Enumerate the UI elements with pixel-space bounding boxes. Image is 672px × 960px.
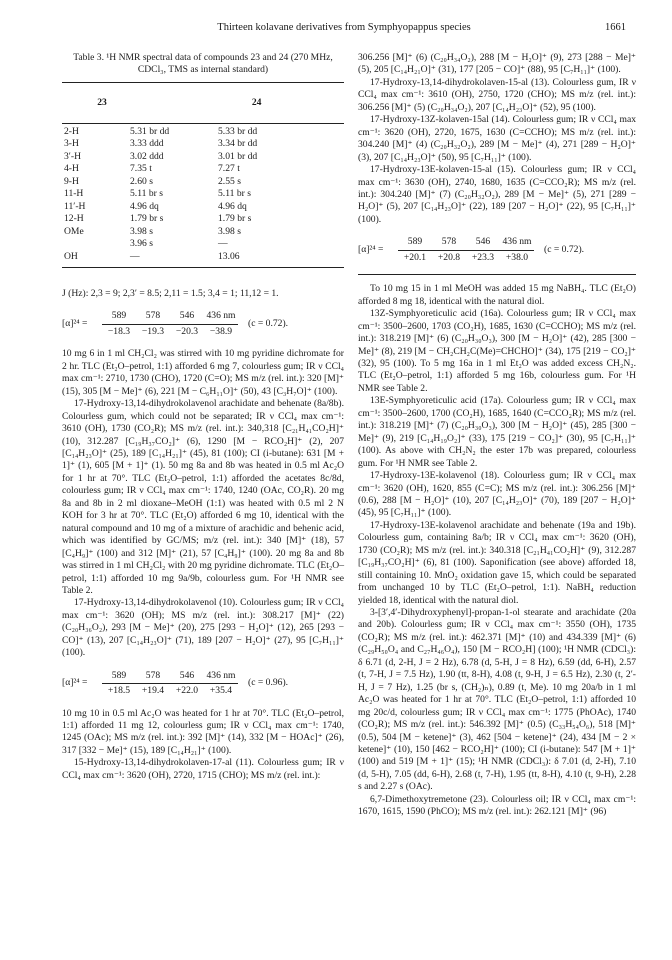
cell-23: 3.33 ddd xyxy=(130,138,164,150)
wavelength: 546 xyxy=(170,670,204,684)
wavelength: 578 xyxy=(136,310,170,324)
nmr-table-body xyxy=(62,126,344,263)
rotation-value: +35.4 xyxy=(209,685,233,697)
paragraph: 3-[3′,4′-Dihydroxyphenyl]-propan-1-ol stearate and arachidate (20a and 20b). Colourless gum; IR ν CCl₄ max cm⁻¹: 3550 (OH), 1735 (CO₂R); MS m/z (rel. int.): 462.371 [M]⁺ (10) and 434.339 [M]⁺ (6) (C₂₉H₅₀O₄ and C₂₇H₄₆O₄), 150 [M − RCO₂H] (100); ¹H NMR (CDCl₃): δ 6.71 (d, 2-H, J = 2 Hz), 6.78 (d, 5-H, J = 8 Hz), 6.59 (dd, 6-H), 2.57 (t, 7-H, J = 7.5 Hz), 1.90 (tt, 8-H), 4.08 (t, 9-H, J = 6.5 Hz), 2.30 (t, 2′-H, J = 7 Hz), 1.25 (br s, (CH₂)ₙ), 0.89 (t, Me). 10 mg 20a/b in 1 ml Ac₂O was heated for 1 hr at 70°. TLC (Et₂O–petrol, 1:1) afforded 10 mg 20c/d, colourless gum; IR ν CCl₄ max cm⁻¹: 1775 (PhOAc), 1740 (CO₂R); MS m/z (rel. int.): 546.392 [M]⁺ (0.5) (C₃₃H₅₄O₆), 518 [M]⁺ (0.5), 504 [M − ketene]⁺ (3), 462 [504 − ketene]⁺ (24), 434 [M − 2 × ketene]⁺ (10), 150 [462 − RCO₂H]⁺ (100); CI (i-butane): 547 [M + 1]⁺ (100) and 519 [M + 1]⁺ (15); ¹H NMR (CDCl₃): δ 7.01 (d, 2-H), 7.10 (d, 5-H), 7.05 (dd, 6-H), 2.68 (t, 7-H), 1.95 (tt, 8-H), 4.10 (t, 9-H), 2.28 s and 2.27 s (OAc). xyxy=(358,607,636,793)
paragraph: 306.256 [M]⁺ (6) (C₂₀H₃₄O₂), 288 [M − H₂O]⁺ (9), 273 [288 − Me]⁺ (5), 205 [C₁₄H₂₁O]⁺ (31), 177 [205 − CO]⁺ (88), 95 [C₇H₁₁]⁺ (100). xyxy=(358,52,636,76)
table-row xyxy=(62,138,344,150)
paragraph: 17-Hydroxy-13Z-kolaven-15al (14). Colourless gum; IR ν CCl₄ max cm⁻¹: 3620 (OH), 2720, 1675, 1630 (C=CCHO); MS m/z (rel. int.): 304.240 [M]⁺ (4) (C₂₀H₃₂O₂), 289 [M − Me]⁺ (4), 271 [289 − H₂O]⁺ (3), 207 [C₁₄H₂₃O]⁺ (50), 95 [C₇H₁₁]⁺ (100). xyxy=(358,114,636,163)
table-header-23: 23 xyxy=(97,96,107,108)
paragraph: 6,7-Dimethoxytremetone (23). Colourless oil; IR ν CCl₄ max cm⁻¹: 1670, 1615, 1590 (PhCO); MS m/z (rel. int.): 262.121 [M]⁺ (96) xyxy=(358,793,636,818)
cell-24: 5.11 br s xyxy=(218,188,251,200)
rotation-condition: (c = 0.72). xyxy=(544,244,585,256)
table-row xyxy=(62,151,344,163)
running-header xyxy=(62,22,626,40)
paragraph: 13E-Symphyoreticulic acid (17a). Colourless gum; IR ν CCl₄ max cm⁻¹: 3500–2600, 1700 (CO₂H), 1685, 1640 (C=CCO₂R); MS m/z (rel. int.): 318.219 [M]⁺ (7) (C₂₀H₃₀O₃), 300 [M − H₂O]⁺ (45), 285 [300 − Me]⁺ (9), 219 [C₁₄H₁₉O₂]⁺ (33), 175 [219 − CO₂]⁺ (30), 95 [C₇H₁₁]⁺ (100). As above with CH₂N₂ the ester 17b was prepared, colourless gum. For ¹H NMR see Table 2. xyxy=(358,395,636,469)
cell-24: 4.96 dq xyxy=(218,200,247,212)
rotation-lhs: [α]²⁴ = xyxy=(62,318,88,330)
table-bottom-rule xyxy=(62,267,344,268)
page-number: 1661 xyxy=(605,22,626,33)
rotation-lhs: [α]²⁴ = xyxy=(358,244,384,256)
table-row xyxy=(62,213,344,225)
table-header-rule xyxy=(62,123,344,124)
wavelength: 578 xyxy=(432,236,466,250)
rotation-condition: (c = 0.96). xyxy=(248,677,289,689)
cell-23: 4.96 dq xyxy=(130,200,159,212)
paragraph: 10 mg 10 in 0.5 ml Ac₂O was heated for 1 hr at 70°. TLC (Et₂O–petrol, 1:1) afforded 11 mg 12, colourless gum; IR ν CCl₄ max cm⁻¹: 1740, 1245 (OAc); MS m/z (rel. int.): 392 [M]⁺ (14), 332 [M − HOAc]⁺ (26), 317 [332 − Me]⁺ (15), 189 [C₁₄H₂₁]⁺ (100). xyxy=(62,707,344,756)
cell-24: 13.06 xyxy=(218,250,240,262)
row-label xyxy=(62,238,122,250)
table-row xyxy=(62,163,344,175)
rotation-block-3 xyxy=(358,236,636,264)
cell-24: 3.98 s xyxy=(218,225,241,237)
cell-23: 1.79 br s xyxy=(130,213,164,225)
table-row xyxy=(62,201,344,213)
rotation-value: +19.4 xyxy=(141,685,165,697)
paragraph: 17-Hydroxy-13,14-dihydrokolaven-15-al (13). Colourless gum, IR ν CCl₄ max cm⁻¹: 3610 (OH), 2750, 1720 (CHO); MS m/z (rel. int.): 306.256 [M]⁺ (5) (C₂₀H₃₄O₂), 207 [C₁₄H₂₃O]⁺ (52), 95 (100). xyxy=(358,76,636,113)
cell-24: 1.79 br s xyxy=(218,213,252,225)
table-row xyxy=(62,126,344,138)
paragraph: 17-Hydroxy-13E-kolavenol arachidate and behenate (19a and 19b). Colourless gum, containing 8a/b; IR ν CCl₄ max cm⁻¹: 3620 (OH), 1730 (CO₂R); MS m/z (rel. int.): 340.318 [C₂₁H₄₁CO₂H]⁺ (9), 312.287 [C₁₉H₃₇CO₂H]⁺ (6), 81 (100). Saponification (see above) afforded 18, still containing 10. MnO₂ oxidation gave 15, which could be separated from unchanged 10 by TLC (Et₂O–petrol, 1:1). NaBH₄ reduction yielded 18, identical with the natural diol. xyxy=(358,519,636,606)
table-caption: Table 3. ¹H NMR spectral data of compounds 23 and 24 (270 MHz, CDCl₃, TMS as internal standard) xyxy=(73,52,333,75)
rotation-condition: (c = 0.72). xyxy=(248,318,289,330)
rotation-lhs: [α]²⁴ = xyxy=(62,677,88,689)
rotation-grid xyxy=(398,236,534,264)
cell-24: 7.27 t xyxy=(218,163,240,175)
wavelength: 436 nm xyxy=(500,236,534,250)
cell-23: 3.02 ddd xyxy=(130,150,164,162)
rotation-value: +20.1 xyxy=(403,251,427,263)
cell-24: 3.34 br dd xyxy=(218,138,258,150)
rotation-value: +22.0 xyxy=(175,685,199,697)
cell-23: — xyxy=(130,250,140,262)
row-label: 4-H xyxy=(64,163,79,175)
rotation-value: +20.8 xyxy=(437,251,461,263)
row-label: 3-H xyxy=(64,138,79,150)
cell-23: 7.35 t xyxy=(130,163,152,175)
coupling-note: J (Hz): 2,3 = 9; 2,3′ = 8.5; 2,11 = 1.5; 3,4 = 1; 11,12 = 1. xyxy=(62,287,279,299)
table-row xyxy=(62,188,344,200)
cell-24: 2.55 s xyxy=(218,175,241,187)
row-label: 11′-H xyxy=(64,200,86,212)
wavelength: 578 xyxy=(136,670,170,684)
row-label: 11-H xyxy=(64,188,84,200)
cell-23: 3.96 s xyxy=(130,238,153,250)
wavelength: 436 nm xyxy=(204,670,238,684)
table-row xyxy=(62,176,344,188)
row-label: 2-H xyxy=(64,126,79,137)
rotation-value: +23.3 xyxy=(471,251,495,263)
right-column xyxy=(358,52,636,819)
running-title: Thirteen kolavane derivatives from Symphyopappus species xyxy=(217,22,471,33)
paragraph: 15-Hydroxy-13,14-dihydrokolaven-17-al (11). Colourless gum; IR ν CCl₄ max cm⁻¹: 3620 (OH), 2720, 1715 (CHO); MS m/z (rel. int.): xyxy=(62,757,344,781)
rotation-value: −19.3 xyxy=(141,325,165,337)
rotation-value: −18.3 xyxy=(107,325,131,337)
paragraph: 17-Hydroxy-13E-kolaven-15-al (15). Colourless gum; IR ν CCl₄ max cm⁻¹: 3630 (OH), 2740, 1680, 1635 (C=CCO₂R); MS m/z (rel. int.): 304.240 [M]⁺ (7) (C₂₀H₃₂O₂), 289 [M − Me]⁺ (5), 271 [289 − H₂O]⁺ (5), 207 [C₁₄H₂₃O]⁺ (22), 189 [207 − H₂O]⁺ (22), 95 [C₇H₁₁]⁺ (100). xyxy=(358,164,636,225)
rotation-grid xyxy=(102,310,238,338)
table-header-24: 24 xyxy=(251,96,262,108)
cell-23: 2.60 s xyxy=(130,175,153,187)
row-label: 9-H xyxy=(64,175,79,187)
cell-24: 5.33 br dd xyxy=(218,126,258,137)
left-column xyxy=(62,52,344,782)
paragraph: 10 mg 6 in 1 ml CH₂Cl₂ was stirred with 10 mg pyridine dichromate for 2 hr. TLC (Et₂O–petrol, 1:1) afforded 6 mg 7, colourless gum; IR ν CCl₄ max cm⁻¹: 2710, 1730 (CHO), 1720 (C=O); MS m/z (rel. int.): 320 [M]⁺ (15), 305 [M − Me]⁺ (6), 221 [M − C₆H₁₁O]⁺ (50), 43 [C₃H₇O]⁺ (100). xyxy=(62,348,344,397)
nmr-table xyxy=(62,85,344,121)
rotation-block-2 xyxy=(62,670,344,698)
rotation-block-1 xyxy=(62,310,344,338)
wavelength: 589 xyxy=(102,310,136,324)
table-row xyxy=(62,238,344,250)
paragraph: 17-Hydroxy-13,14-dihydrokolavenol (10). Colourless gum; IR ν CCl₄ max cm⁻¹: 3620 (OH); MS m/z (rel. int.): 308.217 [M]⁺ (22) (C₂₀H₃₆O₂), 293 [M − Me]⁺ (20), 275 [293 − H₂O]⁺ (12), 265 [293 − CO]⁺ (13), 207 [C₁₄H₂₃O]⁺ (71), 189 [207 − H₂O]⁺ (27), 95 [C₇H₁₁]⁺ (100). xyxy=(62,597,344,659)
cell-24: — xyxy=(218,238,228,250)
wavelength: 546 xyxy=(170,310,204,324)
row-label: OMe xyxy=(64,225,84,237)
cell-23: 5.31 br dd xyxy=(130,126,170,137)
rotation-value: −38.9 xyxy=(209,325,233,337)
row-label: 12-H xyxy=(64,213,84,225)
section-rule xyxy=(358,274,636,275)
rotation-value: +38.0 xyxy=(505,251,529,263)
paragraph: To 10 mg 15 in 1 ml MeOH was added 15 mg NaBH₄. TLC (Et₂O) afforded 8 mg 18, identical with the natural diol. xyxy=(358,283,636,307)
paragraph: 17-Hydroxy-13E-kolavenol (18). Colourless gum; IR ν CCl₄ max cm⁻¹: 3620 (OH), 1620, 855 (C=C); MS m/z (rel. int.): 306.256 [M]⁺ (0.6), 288 [M − H₂O]⁺ (10), 207 [C₁₄H₂₃O]⁺ (70), 189 [207 − H₂O]⁺ (45), 95 [C₇H₁₁]⁺ (100). xyxy=(358,470,636,519)
row-label: OH xyxy=(64,250,78,262)
table-header-empty xyxy=(62,85,71,121)
table-row xyxy=(62,226,344,238)
cell-23: 5.11 br s xyxy=(130,188,163,200)
paragraph: 17-Hydroxy-13,14-dihydrokolavenol arachidate and behenate (8a/8b). Colourless gum, which could not be separated; IR ν CCl₄ max cm⁻¹: 3610 (OH), 1730 (CO₂R); MS m/z (rel. int.): 340,318 [C₂₁H₄₁CO₂H]⁺ (10), 312.287 [C₁₉H₃₇CO₂]⁺ (6), 1290 [M − RCO₂H]⁺ (2), 207 [C₁₄H₂₃O]⁺ (25), 189 [C₁₄H₂₁]⁺ (45), 81 (100); CI (i-butane): 631 [M + 1]⁺ (1), 605 [M + 1]⁺ (1). 50 mg 8a and 8b was heated in 0.5 ml Ac₂O for 1 hr at 70°. TLC (Et₂O–petrol, 1:1) afforded the acetates 8c/8d, colourless gum; IR ν CCl₄ max cm⁻¹: 1740, 1240 (OAc, CO₂R). 20 mg 8a and 8b in 2 ml dioxane–MeOH (1:1) was heated with 0.5 ml 2 N KOH for 3 hr at 70°. TLC (Et₂O) afforded 6 mg 10, identical with the natural compound and 10 mg of a mixture of arachidic and behenic acid, which was identified by GC/MS; m/z (rel. int.): 340 [M]⁺ (18), 57 [C₄H₉]⁺ (100) and 312 [M]⁺ (21), 57 [C₄H₉]⁺ (100). 20 mg 8a and 8b was stirred in 1 ml CH₂Cl₂ with 20 mg pyridine dichromate. TLC (Et₂O–petrol, 1:1) afforded 10 mg 9a/9b, colourless gum. For ¹H NMR see Table 2. xyxy=(62,398,344,596)
cell-24: 3.01 br dd xyxy=(218,150,258,162)
wavelength: 589 xyxy=(398,236,432,250)
table-top-rule xyxy=(62,82,344,83)
row-label: 3′-H xyxy=(64,150,82,162)
cell-23: 3.98 s xyxy=(130,225,153,237)
rotation-value: −20.3 xyxy=(175,325,199,337)
table-row xyxy=(62,251,344,263)
wavelength: 589 xyxy=(102,670,136,684)
paragraph: 13Z-Symphyoreticulic acid (16a). Colourless gum; IR ν CCl₄ max cm⁻¹: 3500–2600, 1703 (CO₂H), 1685, 1630 (C=CCHO); MS m/z (rel. int.): 318.219 [M]⁺ (6) (C₂₀H₃₀O₃), 300 [M − H₂O]⁺ (42), 285 [300 − Me]⁺ (8), 219 [M − CH₂CH₂C(Me)=CHCHO]⁺ (34), 175 [219 − CO₂]⁺ (32), 95 (100). To 5 mg 16a in 1 ml Et₂O was added excess CH₂N₂. TLC (Et₂O–petrol, 1:1) afforded 5 mg 16b, colourless gum. For ¹H NMR see Table 2. xyxy=(358,308,636,394)
rotation-value: +18.5 xyxy=(107,685,131,697)
wavelength: 546 xyxy=(466,236,500,250)
wavelength: 436 nm xyxy=(204,310,238,324)
rotation-grid xyxy=(102,670,238,698)
